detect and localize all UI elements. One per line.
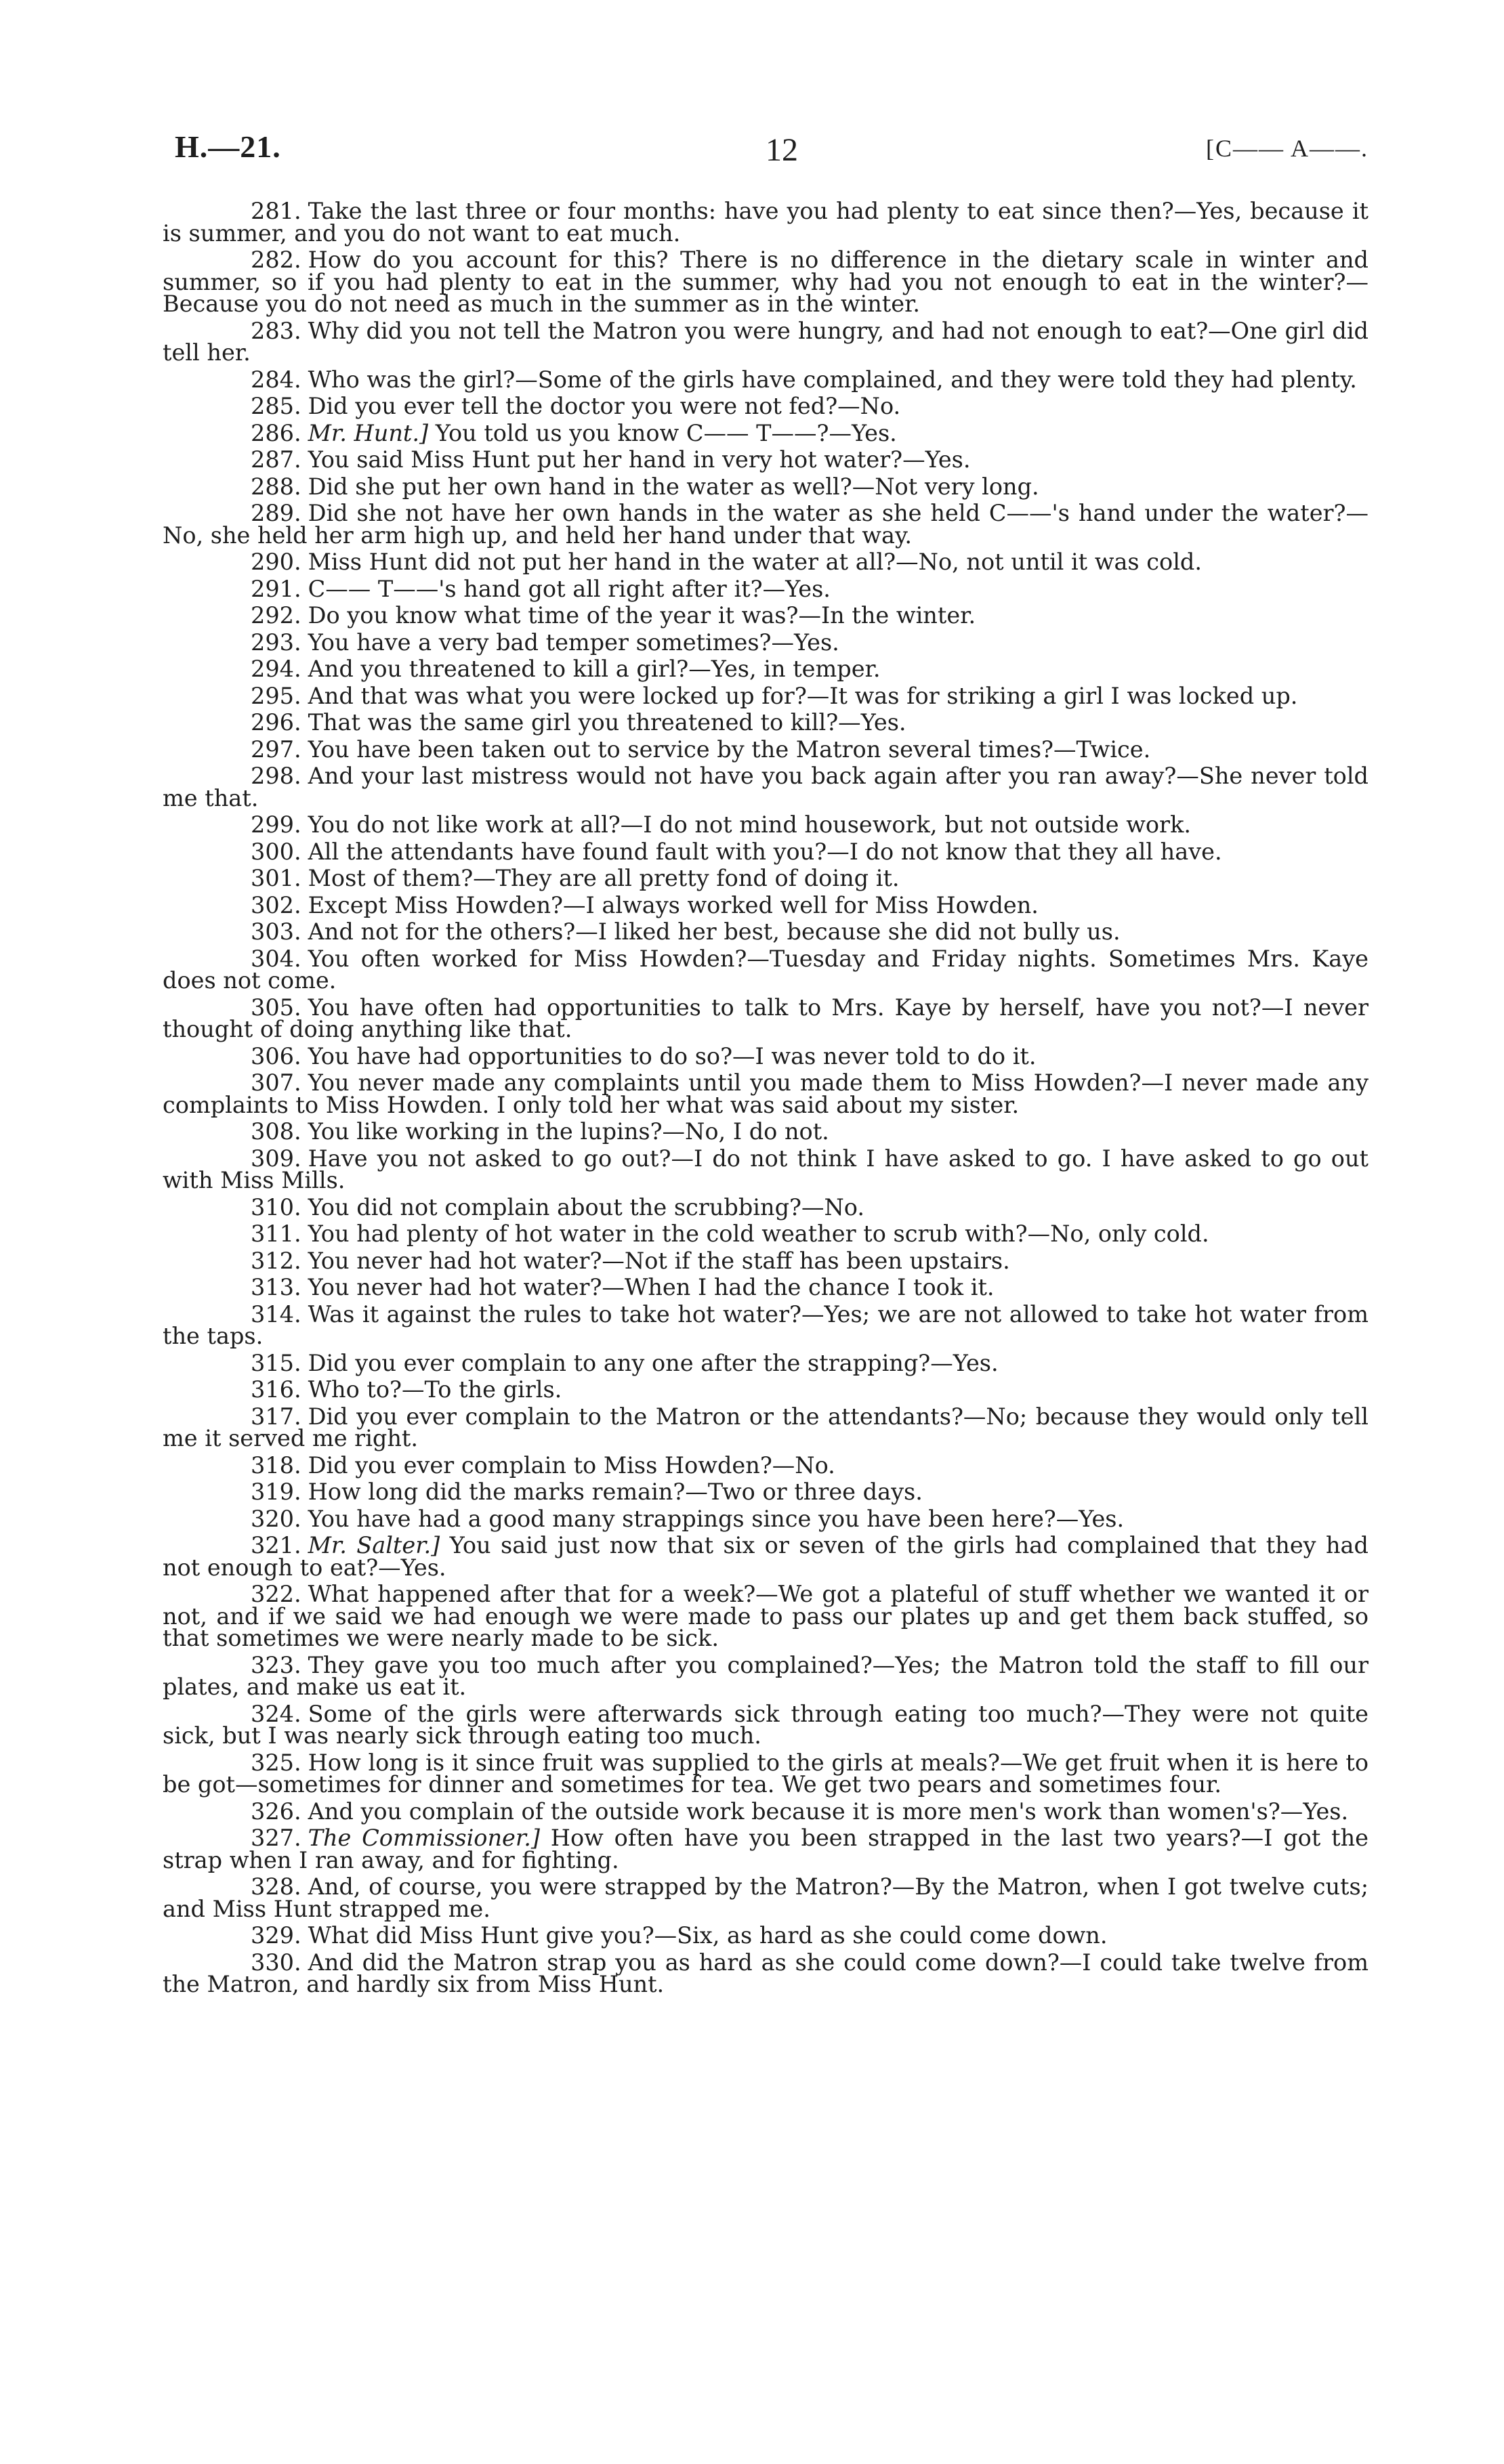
entry-text: C—— T——'s hand got all right after it?—Yes. bbox=[308, 575, 831, 602]
entry-number: 312. bbox=[251, 1247, 301, 1274]
entry-number: 325. bbox=[251, 1749, 301, 1776]
entry-text: Have you not asked to go out?—I do not think I have asked to go. I have asked to go out with Miss Mills. bbox=[163, 1145, 1369, 1193]
evidence-entry bbox=[163, 419, 1369, 446]
entry-number: 281. bbox=[251, 198, 301, 224]
entry-number: 310. bbox=[251, 1193, 301, 1220]
entry-number: 284. bbox=[251, 366, 301, 393]
evidence-entry bbox=[163, 1581, 1369, 1651]
document-page bbox=[163, 129, 1369, 2001]
evidence-entry bbox=[163, 865, 1369, 891]
evidence-entry bbox=[163, 658, 1369, 681]
entry-number: 323. bbox=[251, 1651, 301, 1678]
entry-text: You often worked for Miss Howden?—Tuesday and Friday nights. Sometimes Mrs. Kaye does not come. bbox=[163, 945, 1369, 994]
entry-number: 289. bbox=[251, 500, 301, 526]
evidence-entry bbox=[163, 1300, 1369, 1349]
entry-text: You did not complain about the scrubbing?—No. bbox=[308, 1193, 865, 1220]
evidence-entry bbox=[163, 1274, 1369, 1300]
entry-number: 313. bbox=[251, 1274, 301, 1300]
evidence-entry bbox=[163, 1481, 1369, 1504]
entry-number: 296. bbox=[251, 709, 301, 736]
entry-number: 309. bbox=[251, 1145, 301, 1172]
entry-number: 303. bbox=[251, 918, 301, 945]
evidence-entry bbox=[163, 1118, 1369, 1145]
entry-speaker: The Commissioner.] bbox=[308, 1825, 540, 1851]
evidence-entry bbox=[163, 1873, 1369, 1922]
entry-text: You have been taken out to service by the Matron several times?—Twice. bbox=[308, 736, 1151, 763]
entry-number: 330. bbox=[251, 1949, 301, 1976]
evidence-entry bbox=[163, 1827, 1369, 1871]
entry-number: 283. bbox=[251, 317, 301, 344]
evidence-entry bbox=[163, 1651, 1369, 1700]
entry-text: And that was what you were locked up for?—It was for striking a girl I was locked up. bbox=[308, 682, 1298, 709]
evidence-entry bbox=[163, 249, 1369, 316]
entry-number: 319. bbox=[251, 1479, 301, 1505]
evidence-entry bbox=[163, 1403, 1369, 1451]
entry-text: You told us you know C—— T——?—Yes. bbox=[435, 419, 897, 446]
evidence-entry bbox=[163, 575, 1369, 602]
entry-number: 297. bbox=[251, 736, 301, 763]
entry-number: 285. bbox=[251, 393, 301, 419]
entry-text: You have a very bad temper sometimes?—Yes. bbox=[308, 629, 839, 656]
evidence-entry bbox=[163, 473, 1369, 500]
entry-text: And you complain of the outside work because it is more men's work than women's?—Yes. bbox=[308, 1798, 1349, 1825]
evidence-entry bbox=[163, 200, 1369, 245]
evidence-entry bbox=[163, 736, 1369, 763]
evidence-entry bbox=[163, 551, 1369, 574]
evidence-entry bbox=[163, 765, 1369, 809]
entry-number: 315. bbox=[251, 1349, 301, 1376]
entry-text: What happened after that for a week?—We got a plateful of stuff whether we wanted it or not, and if we said we had enough we were made to pass our plates up and get them back stuffed, so that sometimes we were nearly made to be sick. bbox=[163, 1581, 1369, 1651]
entry-text: You have had opportunities to do so?—I was never told to do it. bbox=[308, 1042, 1037, 1069]
evidence-entry bbox=[163, 682, 1369, 709]
entry-text: Take the last three or four months: have you had plenty to eat since then?—Yes, because it is summer, and you do not want to eat much. bbox=[163, 198, 1369, 247]
entry-number: 306. bbox=[251, 1042, 301, 1069]
entry-text: You never made any complaints until you made them to Miss Howden?—I never made any complaints to Miss Howden. I only told her what was said about my sister. bbox=[163, 1069, 1369, 1118]
entry-number: 298. bbox=[251, 763, 301, 789]
evidence-entry bbox=[163, 918, 1369, 945]
entry-text: Who to?—To the girls. bbox=[308, 1376, 562, 1403]
evidence-entry bbox=[163, 500, 1369, 549]
entry-text: Miss Hunt did not put her hand in the water at all?—No, not until it was cold. bbox=[308, 549, 1202, 575]
entry-number: 299. bbox=[251, 811, 301, 838]
evidence-entry bbox=[163, 1220, 1369, 1247]
evidence-entry bbox=[163, 1700, 1369, 1749]
entry-number: 293. bbox=[251, 629, 301, 656]
entry-text: They gave you too much after you complained?—Yes; the Matron told the staff to fill our plates, and make us eat it. bbox=[163, 1651, 1369, 1700]
entry-text: You have often had opportunities to talk to Mrs. Kaye by herself, have you not?—I never thought of doing anything like that. bbox=[163, 994, 1369, 1042]
page-number: 12 bbox=[766, 132, 798, 168]
entry-number: 294. bbox=[251, 656, 301, 682]
entry-number: 316. bbox=[251, 1376, 301, 1403]
evidence-entry bbox=[163, 1069, 1369, 1118]
entry-text: You said Miss Hunt put her hand in very hot water?—Yes. bbox=[308, 446, 971, 473]
entry-text: And not for the others?—I liked her best, because she did not bully us. bbox=[308, 918, 1121, 945]
entry-text: Except Miss Howden?—I always worked well for Miss Howden. bbox=[308, 891, 1039, 918]
entry-speaker: Mr. Salter.] bbox=[308, 1532, 440, 1558]
evidence-entry bbox=[163, 1042, 1369, 1069]
evidence-entry bbox=[163, 366, 1369, 393]
entry-text: And you threatened to kill a girl?—Yes, in temper. bbox=[308, 656, 881, 682]
evidence-entry bbox=[163, 1376, 1369, 1403]
entry-number: 314. bbox=[251, 1300, 301, 1327]
evidence-entry bbox=[163, 1193, 1369, 1220]
evidence-entry bbox=[163, 317, 1369, 366]
entry-text: Did you ever complain to Miss Howden?—No. bbox=[308, 1451, 835, 1479]
entry-text: You like working in the lupins?—No, I do not. bbox=[308, 1118, 829, 1145]
evidence-entry bbox=[163, 393, 1369, 419]
evidence-entry bbox=[163, 709, 1369, 736]
entry-text: Most of them?—They are all pretty fond of doing it. bbox=[308, 865, 900, 891]
entry-number: 327. bbox=[251, 1825, 301, 1851]
entry-number: 322. bbox=[251, 1581, 301, 1607]
entry-text: Did you ever tell the doctor you were not fed?—No. bbox=[308, 393, 901, 419]
entry-text: Did she not have her own hands in the water as she held C——'s hand under the water?—No, she held her arm high up, and held her hand under that way. bbox=[163, 500, 1369, 549]
entry-text: Do you know what time of the year it was?—In the winter. bbox=[308, 602, 976, 629]
evidence-entries bbox=[163, 200, 1369, 1996]
entry-number: 290. bbox=[251, 549, 301, 575]
entry-text: Was it against the rules to take hot water?—Yes; we are not allowed to take hot water from the taps. bbox=[163, 1300, 1369, 1349]
evidence-entry bbox=[163, 629, 1369, 656]
running-head: [C—— A——. bbox=[1205, 135, 1369, 162]
entry-text: You have had a good many strappings since you have been here?—Yes. bbox=[308, 1505, 1125, 1532]
entry-text: That was the same girl you threatened to kill?—Yes. bbox=[308, 709, 906, 736]
entry-text: Did you ever complain to any one after the strapping?—Yes. bbox=[308, 1349, 999, 1376]
evidence-entry bbox=[163, 1749, 1369, 1798]
entry-number: 286. bbox=[251, 419, 301, 446]
entry-number: 324. bbox=[251, 1700, 301, 1727]
entry-number: 321. bbox=[251, 1532, 301, 1558]
evidence-entry bbox=[163, 838, 1369, 865]
evidence-entry bbox=[163, 446, 1369, 473]
entry-number: 326. bbox=[251, 1798, 301, 1825]
entry-number: 320. bbox=[251, 1505, 301, 1532]
entry-text: You never had hot water?—Not if the staff has been upstairs. bbox=[308, 1247, 1010, 1274]
entry-number: 288. bbox=[251, 473, 301, 500]
entry-number: 304. bbox=[251, 945, 301, 972]
entry-text: You do not like work at all?—I do not mind housework, but not outside work. bbox=[308, 811, 1192, 838]
entry-text: Did she put her own hand in the water as well?—Not very long. bbox=[308, 473, 1039, 500]
entry-number: 295. bbox=[251, 682, 301, 709]
entry-number: 329. bbox=[251, 1922, 301, 1949]
entry-number: 300. bbox=[251, 838, 301, 865]
entry-number: 318. bbox=[251, 1451, 301, 1479]
evidence-entry bbox=[163, 1949, 1369, 1997]
evidence-entry bbox=[163, 1451, 1369, 1479]
page-header bbox=[163, 129, 1369, 191]
entry-text: You had plenty of hot water in the cold weather to scrub with?—No, only cold. bbox=[308, 1220, 1209, 1247]
entry-speaker: Mr. Hunt.] bbox=[308, 419, 429, 446]
evidence-entry bbox=[163, 1145, 1369, 1193]
entry-text: How long is it since fruit was supplied to the girls at meals?—We get fruit when it is here to be got—sometimes for dinner and sometimes for tea. We get two pears and sometimes four. bbox=[163, 1749, 1369, 1798]
evidence-entry bbox=[163, 602, 1369, 629]
entry-text: You said just now that six or seven of the girls had complained that they had not enough to eat?—Yes. bbox=[163, 1532, 1369, 1581]
entry-text: How often have you been strapped in the last two years?—I got the strap when I ran away, and for fighting. bbox=[163, 1825, 1369, 1873]
entry-text: All the attendants have found fault with you?—I do not know that they all have. bbox=[308, 838, 1222, 865]
entry-number: 328. bbox=[251, 1873, 301, 1900]
entry-number: 287. bbox=[251, 446, 301, 473]
entry-text: And did the Matron strap you as hard as she could come down?—I could take twelve from the Matron, and hardly six from Miss Hunt. bbox=[163, 1949, 1369, 1997]
entry-text: What did Miss Hunt give you?—Six, as hard as she could come down. bbox=[308, 1922, 1108, 1949]
entry-number: 317. bbox=[251, 1403, 301, 1430]
entry-text: How long did the marks remain?—Two or three days. bbox=[308, 1479, 923, 1505]
entry-number: 307. bbox=[251, 1069, 301, 1096]
entry-text: How do you account for this? There is no difference in the dietary scale in winter and summer, so if you had plenty to eat in the summer, why had you not enough to eat in the winter?—Because you do not need as much in the summer as in the winter. bbox=[163, 247, 1369, 317]
entry-text: Why did you not tell the Matron you were hungry, and had not enough to eat?—One girl did tell her. bbox=[163, 317, 1369, 366]
entry-number: 305. bbox=[251, 994, 301, 1021]
evidence-entry bbox=[163, 1247, 1369, 1274]
evidence-entry bbox=[163, 1532, 1369, 1581]
entry-number: 311. bbox=[251, 1220, 301, 1247]
document-reference: H.—21. bbox=[175, 129, 281, 164]
evidence-entry bbox=[163, 1922, 1369, 1949]
evidence-entry bbox=[163, 1349, 1369, 1376]
entry-number: 302. bbox=[251, 891, 301, 918]
entry-number: 282. bbox=[251, 247, 301, 273]
entry-number: 292. bbox=[251, 602, 301, 629]
evidence-entry bbox=[163, 1798, 1369, 1825]
entry-text: Who was the girl?—Some of the girls have complained, and they were told they had plenty. bbox=[308, 366, 1357, 393]
entry-text: And your last mistress would not have you back again after you ran away?—She never told me that. bbox=[163, 763, 1369, 811]
evidence-entry bbox=[163, 891, 1369, 918]
entry-text: And, of course, you were strapped by the Matron?—By the Matron, when I got twelve cuts; and Miss Hunt strapped me. bbox=[163, 1873, 1369, 1922]
evidence-entry bbox=[163, 1505, 1369, 1532]
evidence-entry bbox=[163, 811, 1369, 838]
entry-text: You never had hot water?—When I had the chance I took it. bbox=[308, 1274, 995, 1300]
entry-number: 301. bbox=[251, 865, 301, 891]
entry-text: Some of the girls were afterwards sick through eating too much?—They were not quite sick, but I was nearly sick through eating too much. bbox=[163, 1700, 1369, 1749]
entry-text: Did you ever complain to the Matron or the attendants?—No; because they would only tell me it served me right. bbox=[163, 1403, 1369, 1451]
evidence-entry bbox=[163, 994, 1369, 1042]
evidence-entry bbox=[163, 945, 1369, 994]
entry-number: 308. bbox=[251, 1118, 301, 1145]
entry-number: 291. bbox=[251, 575, 301, 602]
